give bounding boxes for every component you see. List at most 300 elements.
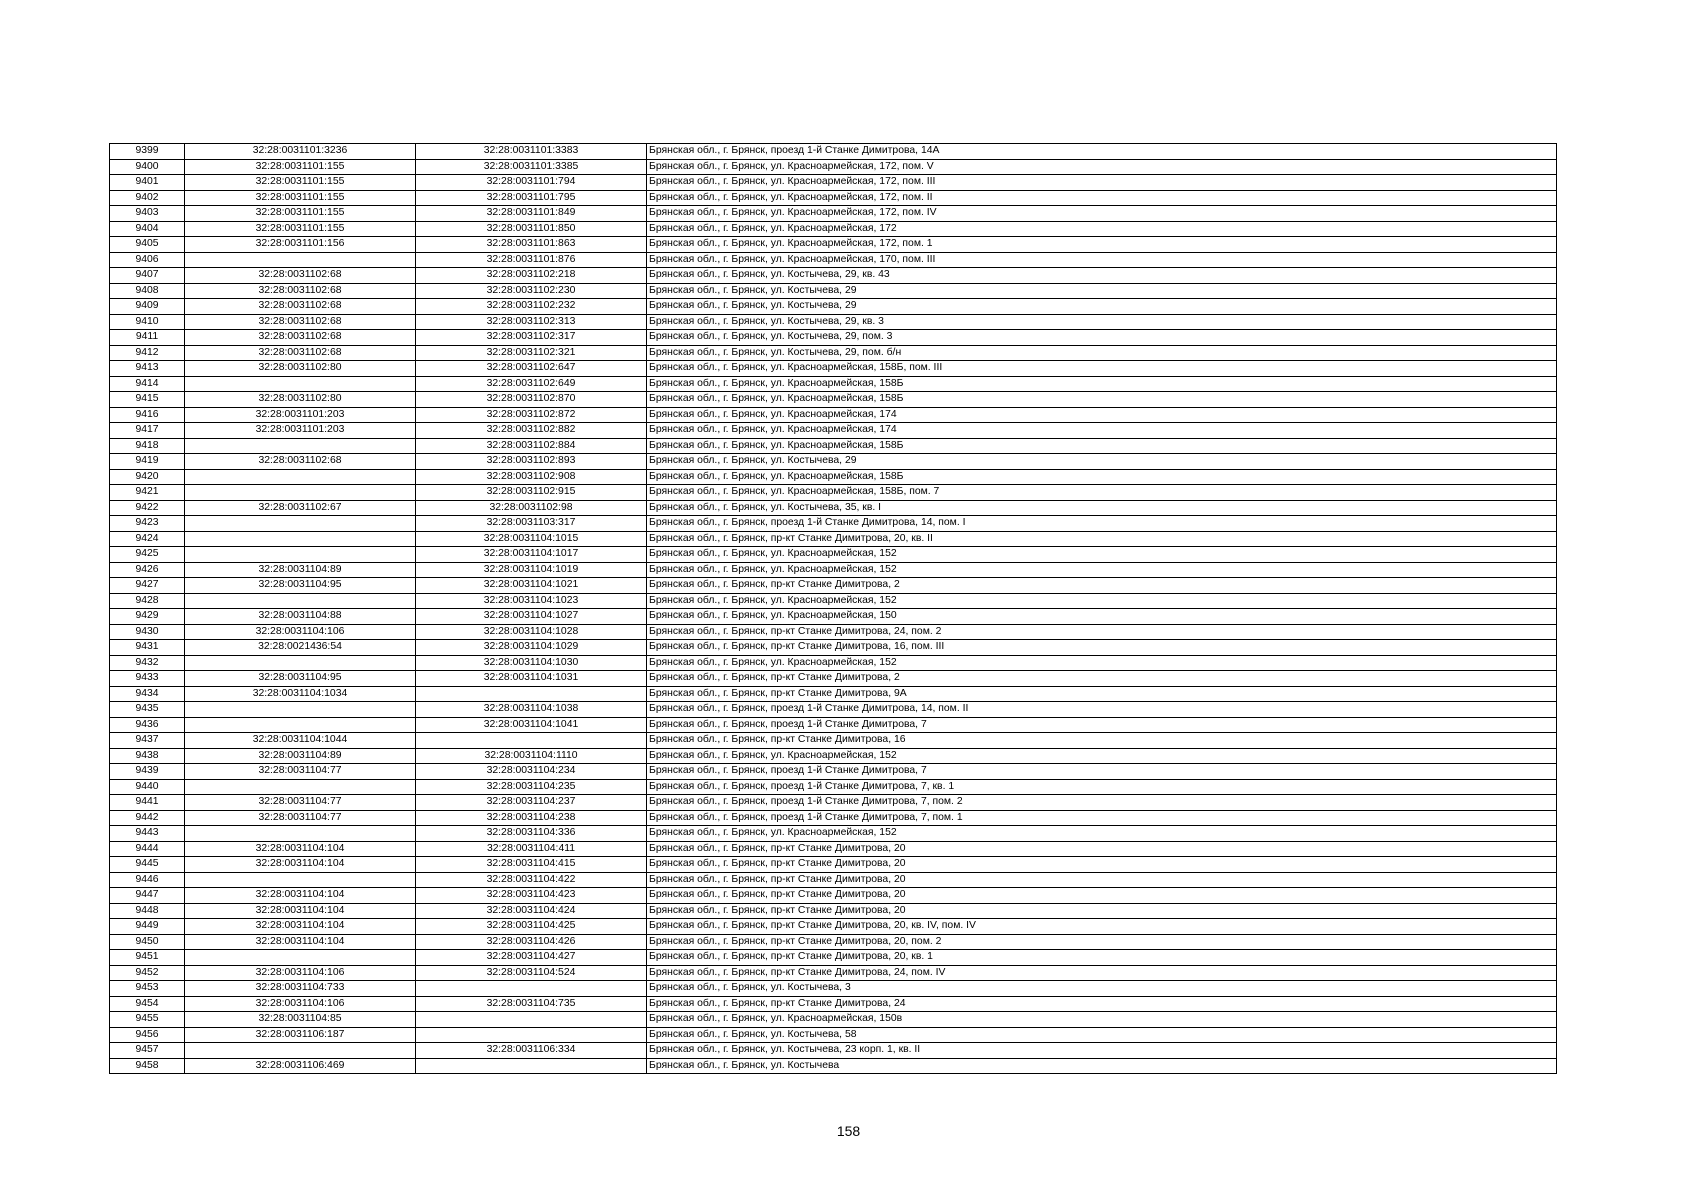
parent-cadastral-number-cell [185, 438, 416, 454]
table-body [110, 144, 1557, 1074]
cadastral-number-cell: 32:28:0031102:98 [416, 500, 647, 516]
row-number-cell: 9435 [110, 702, 185, 718]
parent-cadastral-number-cell [185, 516, 416, 532]
row-number-cell: 9443 [110, 826, 185, 842]
table-row [110, 779, 1557, 795]
parent-cadastral-number-cell [185, 826, 416, 842]
row-number-cell: 9405 [110, 237, 185, 253]
row-number-cell: 9404 [110, 221, 185, 237]
cadastral-number-cell: 32:28:0031104:1029 [416, 640, 647, 656]
table-row [110, 531, 1557, 547]
address-cell: Брянская обл., г. Брянск, пр-кт Станке Димитрова, 16 [647, 733, 1557, 749]
parent-cadastral-number-cell: 32:28:0031104:89 [185, 562, 416, 578]
parent-cadastral-number-cell: 32:28:0031101:155 [185, 221, 416, 237]
row-number-cell: 9448 [110, 903, 185, 919]
row-number-cell: 9407 [110, 268, 185, 284]
row-number-cell: 9424 [110, 531, 185, 547]
cadastral-number-cell: 32:28:0031104:235 [416, 779, 647, 795]
address-cell: Брянская обл., г. Брянск, проезд 1-й Станке Димитрова, 7 [647, 717, 1557, 733]
table-row [110, 314, 1557, 330]
cadastral-number-cell: 32:28:0031104:238 [416, 810, 647, 826]
address-cell: Брянская обл., г. Брянск, ул. Костычева, 29, кв. 3 [647, 314, 1557, 330]
cadastral-number-cell: 32:28:0031104:1027 [416, 609, 647, 625]
cadastral-number-cell: 32:28:0031104:1038 [416, 702, 647, 718]
table-row [110, 1012, 1557, 1028]
address-cell: Брянская обл., г. Брянск, ул. Костычева, 58 [647, 1027, 1557, 1043]
table-row [110, 516, 1557, 532]
table-row [110, 888, 1557, 904]
address-cell: Брянская обл., г. Брянск, пр-кт Станке Димитрова, 20 [647, 857, 1557, 873]
parent-cadastral-number-cell: 32:28:0031101:155 [185, 159, 416, 175]
table-row [110, 1058, 1557, 1074]
parent-cadastral-number-cell: 32:28:0031104:106 [185, 624, 416, 640]
address-cell: Брянская обл., г. Брянск, ул. Костычева, 29, кв. 43 [647, 268, 1557, 284]
address-cell: Брянская обл., г. Брянск, ул. Красноармейская, 152 [647, 562, 1557, 578]
address-cell: Брянская обл., г. Брянск, пр-кт Станке Димитрова, 24, пом. 2 [647, 624, 1557, 640]
row-number-cell: 9423 [110, 516, 185, 532]
row-number-cell: 9409 [110, 299, 185, 315]
parent-cadastral-number-cell: 32:28:0031104:85 [185, 1012, 416, 1028]
parent-cadastral-number-cell: 32:28:0031101:155 [185, 190, 416, 206]
address-cell: Брянская обл., г. Брянск, ул. Костычева, 29 [647, 454, 1557, 470]
cadastral-number-cell: 32:28:0031104:524 [416, 965, 647, 981]
address-cell: Брянская обл., г. Брянск, пр-кт Станке Димитрова, 20 [647, 841, 1557, 857]
address-cell: Брянская обл., г. Брянск, пр-кт Станке Димитрова, 20 [647, 903, 1557, 919]
table-row [110, 593, 1557, 609]
cadastral-number-cell: 32:28:0031104:735 [416, 996, 647, 1012]
parent-cadastral-number-cell: 32:28:0031104:89 [185, 748, 416, 764]
table-row [110, 221, 1557, 237]
parent-cadastral-number-cell: 32:28:0031101:156 [185, 237, 416, 253]
parent-cadastral-number-cell [185, 702, 416, 718]
table-row [110, 1027, 1557, 1043]
parent-cadastral-number-cell [185, 1043, 416, 1059]
cadastral-number-cell: 32:28:0031102:908 [416, 469, 647, 485]
row-number-cell: 9450 [110, 934, 185, 950]
table-row [110, 655, 1557, 671]
cadastral-number-cell: 32:28:0031102:313 [416, 314, 647, 330]
table-row [110, 268, 1557, 284]
address-cell: Брянская обл., г. Брянск, ул. Костычева, 29, пом. 3 [647, 330, 1557, 346]
cadastral-number-cell [416, 981, 647, 997]
row-number-cell: 9446 [110, 872, 185, 888]
cadastral-number-cell [416, 1058, 647, 1074]
table-row [110, 624, 1557, 640]
table-row [110, 810, 1557, 826]
row-number-cell: 9431 [110, 640, 185, 656]
row-number-cell: 9440 [110, 779, 185, 795]
cadastral-number-cell: 32:28:0031104:411 [416, 841, 647, 857]
table-row [110, 299, 1557, 315]
address-cell: Брянская обл., г. Брянск, пр-кт Станке Димитрова, 16, пом. III [647, 640, 1557, 656]
row-number-cell: 9416 [110, 407, 185, 423]
cadastral-number-cell: 32:28:0031104:1019 [416, 562, 647, 578]
table-row [110, 841, 1557, 857]
cadastral-table [109, 143, 1557, 1074]
address-cell: Брянская обл., г. Брянск, ул. Красноармейская, 158Б [647, 469, 1557, 485]
cadastral-number-cell: 32:28:0031101:3383 [416, 144, 647, 160]
row-number-cell: 9458 [110, 1058, 185, 1074]
cadastral-number-cell: 32:28:0031101:3385 [416, 159, 647, 175]
address-cell: Брянская обл., г. Брянск, пр-кт Станке Димитрова, 24 [647, 996, 1557, 1012]
cadastral-number-cell: 32:28:0031102:915 [416, 485, 647, 501]
parent-cadastral-number-cell: 32:28:0031104:77 [185, 810, 416, 826]
address-cell: Брянская обл., г. Брянск, ул. Костычева, 29 [647, 299, 1557, 315]
address-cell: Брянская обл., г. Брянск, ул. Красноармейская, 158Б, пом. 7 [647, 485, 1557, 501]
parent-cadastral-number-cell [185, 376, 416, 392]
row-number-cell: 9400 [110, 159, 185, 175]
address-cell: Брянская обл., г. Брянск, проезд 1-й Станке Димитрова, 7, пом. 1 [647, 810, 1557, 826]
parent-cadastral-number-cell: 32:28:0031102:67 [185, 500, 416, 516]
address-cell: Брянская обл., г. Брянск, пр-кт Станке Димитрова, 20, кв. 1 [647, 950, 1557, 966]
address-cell: Брянская обл., г. Брянск, пр-кт Станке Димитрова, 2 [647, 578, 1557, 594]
parent-cadastral-number-cell: 32:28:0031104:104 [185, 888, 416, 904]
address-cell: Брянская обл., г. Брянск, ул. Костычева, 29, пом. б/н [647, 345, 1557, 361]
table-row [110, 717, 1557, 733]
table-row [110, 252, 1557, 268]
parent-cadastral-number-cell [185, 547, 416, 563]
address-cell: Брянская обл., г. Брянск, ул. Красноармейская, 158Б [647, 392, 1557, 408]
cadastral-number-cell: 32:28:0031102:882 [416, 423, 647, 439]
parent-cadastral-number-cell: 32:28:0031104:1044 [185, 733, 416, 749]
row-number-cell: 9427 [110, 578, 185, 594]
table-row [110, 609, 1557, 625]
address-cell: Брянская обл., г. Брянск, ул. Красноармейская, 174 [647, 423, 1557, 439]
row-number-cell: 9442 [110, 810, 185, 826]
row-number-cell: 9447 [110, 888, 185, 904]
table-row [110, 919, 1557, 935]
parent-cadastral-number-cell: 32:28:0031104:106 [185, 965, 416, 981]
address-cell: Брянская обл., г. Брянск, ул. Красноармейская, 158Б, пом. III [647, 361, 1557, 377]
row-number-cell: 9426 [110, 562, 185, 578]
cadastral-number-cell: 32:28:0031102:321 [416, 345, 647, 361]
address-cell: Брянская обл., г. Брянск, ул. Костычева, 29 [647, 283, 1557, 299]
parent-cadastral-number-cell [185, 531, 416, 547]
parent-cadastral-number-cell: 32:28:0031104:77 [185, 764, 416, 780]
parent-cadastral-number-cell: 32:28:0031104:104 [185, 919, 416, 935]
cadastral-number-cell: 32:28:0031104:422 [416, 872, 647, 888]
row-number-cell: 9453 [110, 981, 185, 997]
table-row [110, 454, 1557, 470]
address-cell: Брянская обл., г. Брянск, пр-кт Станке Димитрова, 20 [647, 888, 1557, 904]
cadastral-number-cell: 32:28:0031104:1110 [416, 748, 647, 764]
cadastral-number-cell: 32:28:0031102:893 [416, 454, 647, 470]
cadastral-number-cell: 32:28:0031104:234 [416, 764, 647, 780]
table-row [110, 237, 1557, 253]
table-row [110, 702, 1557, 718]
parent-cadastral-number-cell: 32:28:0031104:733 [185, 981, 416, 997]
table-row [110, 376, 1557, 392]
table-row [110, 640, 1557, 656]
table-row [110, 144, 1557, 160]
cadastral-number-cell: 32:28:0031104:1030 [416, 655, 647, 671]
address-cell: Брянская обл., г. Брянск, ул. Красноармейская, 152 [647, 748, 1557, 764]
cadastral-number-cell: 32:28:0031104:1021 [416, 578, 647, 594]
row-number-cell: 9445 [110, 857, 185, 873]
table-row [110, 159, 1557, 175]
table-row [110, 903, 1557, 919]
address-cell: Брянская обл., г. Брянск, ул. Красноармейская, 170, пом. III [647, 252, 1557, 268]
address-cell: Брянская обл., г. Брянск, ул. Красноармейская, 172, пом. III [647, 175, 1557, 191]
parent-cadastral-number-cell: 32:28:0031106:469 [185, 1058, 416, 1074]
row-number-cell: 9421 [110, 485, 185, 501]
address-cell: Брянская обл., г. Брянск, ул. Костычева [647, 1058, 1557, 1074]
cadastral-number-cell: 32:28:0031104:1017 [416, 547, 647, 563]
cadastral-number-cell: 32:28:0031101:795 [416, 190, 647, 206]
cadastral-number-cell: 32:28:0031102:870 [416, 392, 647, 408]
parent-cadastral-number-cell: 32:28:0031104:95 [185, 671, 416, 687]
parent-cadastral-number-cell: 32:28:0031104:77 [185, 795, 416, 811]
address-cell: Брянская обл., г. Брянск, ул. Красноармейская, 172, пом. IV [647, 206, 1557, 222]
parent-cadastral-number-cell [185, 469, 416, 485]
cadastral-number-cell: 32:28:0031101:876 [416, 252, 647, 268]
table-row [110, 283, 1557, 299]
parent-cadastral-number-cell: 32:28:0031104:106 [185, 996, 416, 1012]
cadastral-number-cell: 32:28:0031101:794 [416, 175, 647, 191]
address-cell: Брянская обл., г. Брянск, пр-кт Станке Димитрова, 20 [647, 872, 1557, 888]
table-row [110, 934, 1557, 950]
address-cell: Брянская обл., г. Брянск, ул. Красноармейская, 150 [647, 609, 1557, 625]
table-row [110, 423, 1557, 439]
table-row [110, 500, 1557, 516]
row-number-cell: 9438 [110, 748, 185, 764]
address-cell: Брянская обл., г. Брянск, ул. Красноармейская, 150в [647, 1012, 1557, 1028]
cadastral-number-cell: 32:28:0031102:884 [416, 438, 647, 454]
address-cell: Брянская обл., г. Брянск, пр-кт Станке Димитрова, 20, кв. IV, пом. IV [647, 919, 1557, 935]
table-row [110, 872, 1557, 888]
table-row [110, 361, 1557, 377]
parent-cadastral-number-cell: 32:28:0031102:68 [185, 345, 416, 361]
parent-cadastral-number-cell: 32:28:0031104:104 [185, 934, 416, 950]
cadastral-number-cell: 32:28:0031102:872 [416, 407, 647, 423]
cadastral-number-cell: 32:28:0031104:424 [416, 903, 647, 919]
table-row [110, 795, 1557, 811]
parent-cadastral-number-cell: 32:28:0031106:187 [185, 1027, 416, 1043]
row-number-cell: 9425 [110, 547, 185, 563]
address-cell: Брянская обл., г. Брянск, ул. Костычева, 35, кв. I [647, 500, 1557, 516]
cadastral-number-cell: 32:28:0031101:850 [416, 221, 647, 237]
table-row [110, 345, 1557, 361]
parent-cadastral-number-cell [185, 872, 416, 888]
address-cell: Брянская обл., г. Брянск, проезд 1-й Станке Димитрова, 14, пом. II [647, 702, 1557, 718]
cadastral-number-cell: 32:28:0031104:1023 [416, 593, 647, 609]
table-row [110, 996, 1557, 1012]
row-number-cell: 9422 [110, 500, 185, 516]
row-number-cell: 9417 [110, 423, 185, 439]
cadastral-number-cell: 32:28:0031102:232 [416, 299, 647, 315]
row-number-cell: 9414 [110, 376, 185, 392]
table-row [110, 206, 1557, 222]
cadastral-number-cell: 32:28:0031104:423 [416, 888, 647, 904]
parent-cadastral-number-cell: 32:28:0031104:1034 [185, 686, 416, 702]
address-cell: Брянская обл., г. Брянск, ул. Красноармейская, 172, пом. II [647, 190, 1557, 206]
address-cell: Брянская обл., г. Брянск, ул. Красноармейская, 172, пом. 1 [647, 237, 1557, 253]
table-row [110, 965, 1557, 981]
table-row [110, 981, 1557, 997]
row-number-cell: 9449 [110, 919, 185, 935]
parent-cadastral-number-cell: 32:28:0031102:68 [185, 268, 416, 284]
row-number-cell: 9441 [110, 795, 185, 811]
table-row [110, 1043, 1557, 1059]
table-row [110, 562, 1557, 578]
parent-cadastral-number-cell: 32:28:0021436:54 [185, 640, 416, 656]
table-row [110, 438, 1557, 454]
cadastral-number-cell: 32:28:0031106:334 [416, 1043, 647, 1059]
row-number-cell: 9408 [110, 283, 185, 299]
cadastral-number-cell [416, 1012, 647, 1028]
row-number-cell: 9434 [110, 686, 185, 702]
parent-cadastral-number-cell [185, 252, 416, 268]
row-number-cell: 9420 [110, 469, 185, 485]
table-row [110, 764, 1557, 780]
parent-cadastral-number-cell: 32:28:0031101:203 [185, 407, 416, 423]
cadastral-number-cell: 32:28:0031102:649 [416, 376, 647, 392]
row-number-cell: 9456 [110, 1027, 185, 1043]
table-row [110, 857, 1557, 873]
cadastral-number-cell: 32:28:0031102:218 [416, 268, 647, 284]
table-row [110, 826, 1557, 842]
cadastral-number-cell [416, 1027, 647, 1043]
address-cell: Брянская обл., г. Брянск, пр-кт Станке Димитрова, 24, пом. IV [647, 965, 1557, 981]
row-number-cell: 9436 [110, 717, 185, 733]
address-cell: Брянская обл., г. Брянск, ул. Красноармейская, 152 [647, 593, 1557, 609]
parent-cadastral-number-cell [185, 950, 416, 966]
parent-cadastral-number-cell [185, 779, 416, 795]
table-row [110, 407, 1557, 423]
parent-cadastral-number-cell: 32:28:0031101:203 [185, 423, 416, 439]
cadastral-number-cell: 32:28:0031102:647 [416, 361, 647, 377]
table-row [110, 578, 1557, 594]
table-row [110, 748, 1557, 764]
address-cell: Брянская обл., г. Брянск, ул. Красноармейская, 174 [647, 407, 1557, 423]
parent-cadastral-number-cell: 32:28:0031101:155 [185, 206, 416, 222]
row-number-cell: 9451 [110, 950, 185, 966]
parent-cadastral-number-cell: 32:28:0031102:68 [185, 314, 416, 330]
row-number-cell: 9406 [110, 252, 185, 268]
address-cell: Брянская обл., г. Брянск, пр-кт Станке Димитрова, 20, кв. II [647, 531, 1557, 547]
parent-cadastral-number-cell: 32:28:0031102:68 [185, 454, 416, 470]
address-cell: Брянская обл., г. Брянск, ул. Красноармейская, 172 [647, 221, 1557, 237]
row-number-cell: 9403 [110, 206, 185, 222]
row-number-cell: 9402 [110, 190, 185, 206]
cadastral-number-cell: 32:28:0031101:863 [416, 237, 647, 253]
row-number-cell: 9415 [110, 392, 185, 408]
cadastral-number-cell: 32:28:0031104:415 [416, 857, 647, 873]
row-number-cell: 9452 [110, 965, 185, 981]
page-number: 158 [836, 1123, 861, 1139]
table-row [110, 547, 1557, 563]
parent-cadastral-number-cell: 32:28:0031102:80 [185, 392, 416, 408]
cadastral-number-cell: 32:28:0031102:317 [416, 330, 647, 346]
parent-cadastral-number-cell: 32:28:0031104:104 [185, 841, 416, 857]
cadastral-number-cell [416, 733, 647, 749]
table-row [110, 190, 1557, 206]
address-cell: Брянская обл., г. Брянск, проезд 1-й Станке Димитрова, 7, кв. 1 [647, 779, 1557, 795]
row-number-cell: 9444 [110, 841, 185, 857]
cadastral-number-cell: 32:28:0031104:1031 [416, 671, 647, 687]
parent-cadastral-number-cell [185, 717, 416, 733]
parent-cadastral-number-cell [185, 655, 416, 671]
cadastral-number-cell: 32:28:0031104:1028 [416, 624, 647, 640]
cadastral-number-cell: 32:28:0031104:1041 [416, 717, 647, 733]
row-number-cell: 9412 [110, 345, 185, 361]
address-cell: Брянская обл., г. Брянск, ул. Красноармейская, 172, пом. V [647, 159, 1557, 175]
cadastral-number-cell: 32:28:0031104:336 [416, 826, 647, 842]
row-number-cell: 9411 [110, 330, 185, 346]
table-row [110, 330, 1557, 346]
row-number-cell: 9410 [110, 314, 185, 330]
row-number-cell: 9439 [110, 764, 185, 780]
parent-cadastral-number-cell [185, 593, 416, 609]
address-cell: Брянская обл., г. Брянск, проезд 1-й Станке Димитрова, 7 [647, 764, 1557, 780]
cadastral-number-cell: 32:28:0031103:317 [416, 516, 647, 532]
row-number-cell: 9419 [110, 454, 185, 470]
parent-cadastral-number-cell: 32:28:0031104:104 [185, 903, 416, 919]
row-number-cell: 9430 [110, 624, 185, 640]
table-row [110, 485, 1557, 501]
table-row [110, 469, 1557, 485]
row-number-cell: 9429 [110, 609, 185, 625]
cadastral-number-cell: 32:28:0031101:849 [416, 206, 647, 222]
row-number-cell: 9457 [110, 1043, 185, 1059]
cadastral-number-cell: 32:28:0031104:237 [416, 795, 647, 811]
parent-cadastral-number-cell: 32:28:0031102:68 [185, 283, 416, 299]
address-cell: Брянская обл., г. Брянск, ул. Красноармейская, 152 [647, 547, 1557, 563]
row-number-cell: 9399 [110, 144, 185, 160]
cadastral-number-cell: 32:28:0031104:426 [416, 934, 647, 950]
address-cell: Брянская обл., г. Брянск, ул. Костычева, 3 [647, 981, 1557, 997]
parent-cadastral-number-cell: 32:28:0031104:104 [185, 857, 416, 873]
row-number-cell: 9432 [110, 655, 185, 671]
parent-cadastral-number-cell: 32:28:0031101:155 [185, 175, 416, 191]
row-number-cell: 9437 [110, 733, 185, 749]
parent-cadastral-number-cell: 32:28:0031104:95 [185, 578, 416, 594]
address-cell: Брянская обл., г. Брянск, пр-кт Станке Димитрова, 2 [647, 671, 1557, 687]
cadastral-number-cell: 32:28:0031102:230 [416, 283, 647, 299]
address-cell: Брянская обл., г. Брянск, проезд 1-й Станке Димитрова, 7, пом. 2 [647, 795, 1557, 811]
parent-cadastral-number-cell: 32:28:0031101:3236 [185, 144, 416, 160]
cadastral-number-cell: 32:28:0031104:427 [416, 950, 647, 966]
row-number-cell: 9455 [110, 1012, 185, 1028]
table-row [110, 686, 1557, 702]
cadastral-number-cell: 32:28:0031104:425 [416, 919, 647, 935]
table-row [110, 733, 1557, 749]
table-row [110, 950, 1557, 966]
cadastral-number-cell: 32:28:0031104:1015 [416, 531, 647, 547]
address-cell: Брянская обл., г. Брянск, ул. Красноармейская, 152 [647, 655, 1557, 671]
address-cell: Брянская обл., г. Брянск, ул. Красноармейская, 152 [647, 826, 1557, 842]
row-number-cell: 9454 [110, 996, 185, 1012]
address-cell: Брянская обл., г. Брянск, ул. Костычева, 23 корп. 1, кв. II [647, 1043, 1557, 1059]
row-number-cell: 9401 [110, 175, 185, 191]
address-cell: Брянская обл., г. Брянск, проезд 1-й Станке Димитрова, 14А [647, 144, 1557, 160]
row-number-cell: 9413 [110, 361, 185, 377]
address-cell: Брянская обл., г. Брянск, пр-кт Станке Димитрова, 20, пом. 2 [647, 934, 1557, 950]
table-row [110, 392, 1557, 408]
table-row [110, 671, 1557, 687]
parent-cadastral-number-cell: 32:28:0031102:68 [185, 330, 416, 346]
row-number-cell: 9433 [110, 671, 185, 687]
address-cell: Брянская обл., г. Брянск, ул. Красноармейская, 158Б [647, 438, 1557, 454]
parent-cadastral-number-cell: 32:28:0031102:68 [185, 299, 416, 315]
parent-cadastral-number-cell: 32:28:0031104:88 [185, 609, 416, 625]
row-number-cell: 9428 [110, 593, 185, 609]
parent-cadastral-number-cell [185, 485, 416, 501]
address-cell: Брянская обл., г. Брянск, ул. Красноармейская, 158Б [647, 376, 1557, 392]
parent-cadastral-number-cell: 32:28:0031102:80 [185, 361, 416, 377]
address-cell: Брянская обл., г. Брянск, проезд 1-й Станке Димитрова, 14, пом. I [647, 516, 1557, 532]
address-cell: Брянская обл., г. Брянск, пр-кт Станке Димитрова, 9А [647, 686, 1557, 702]
